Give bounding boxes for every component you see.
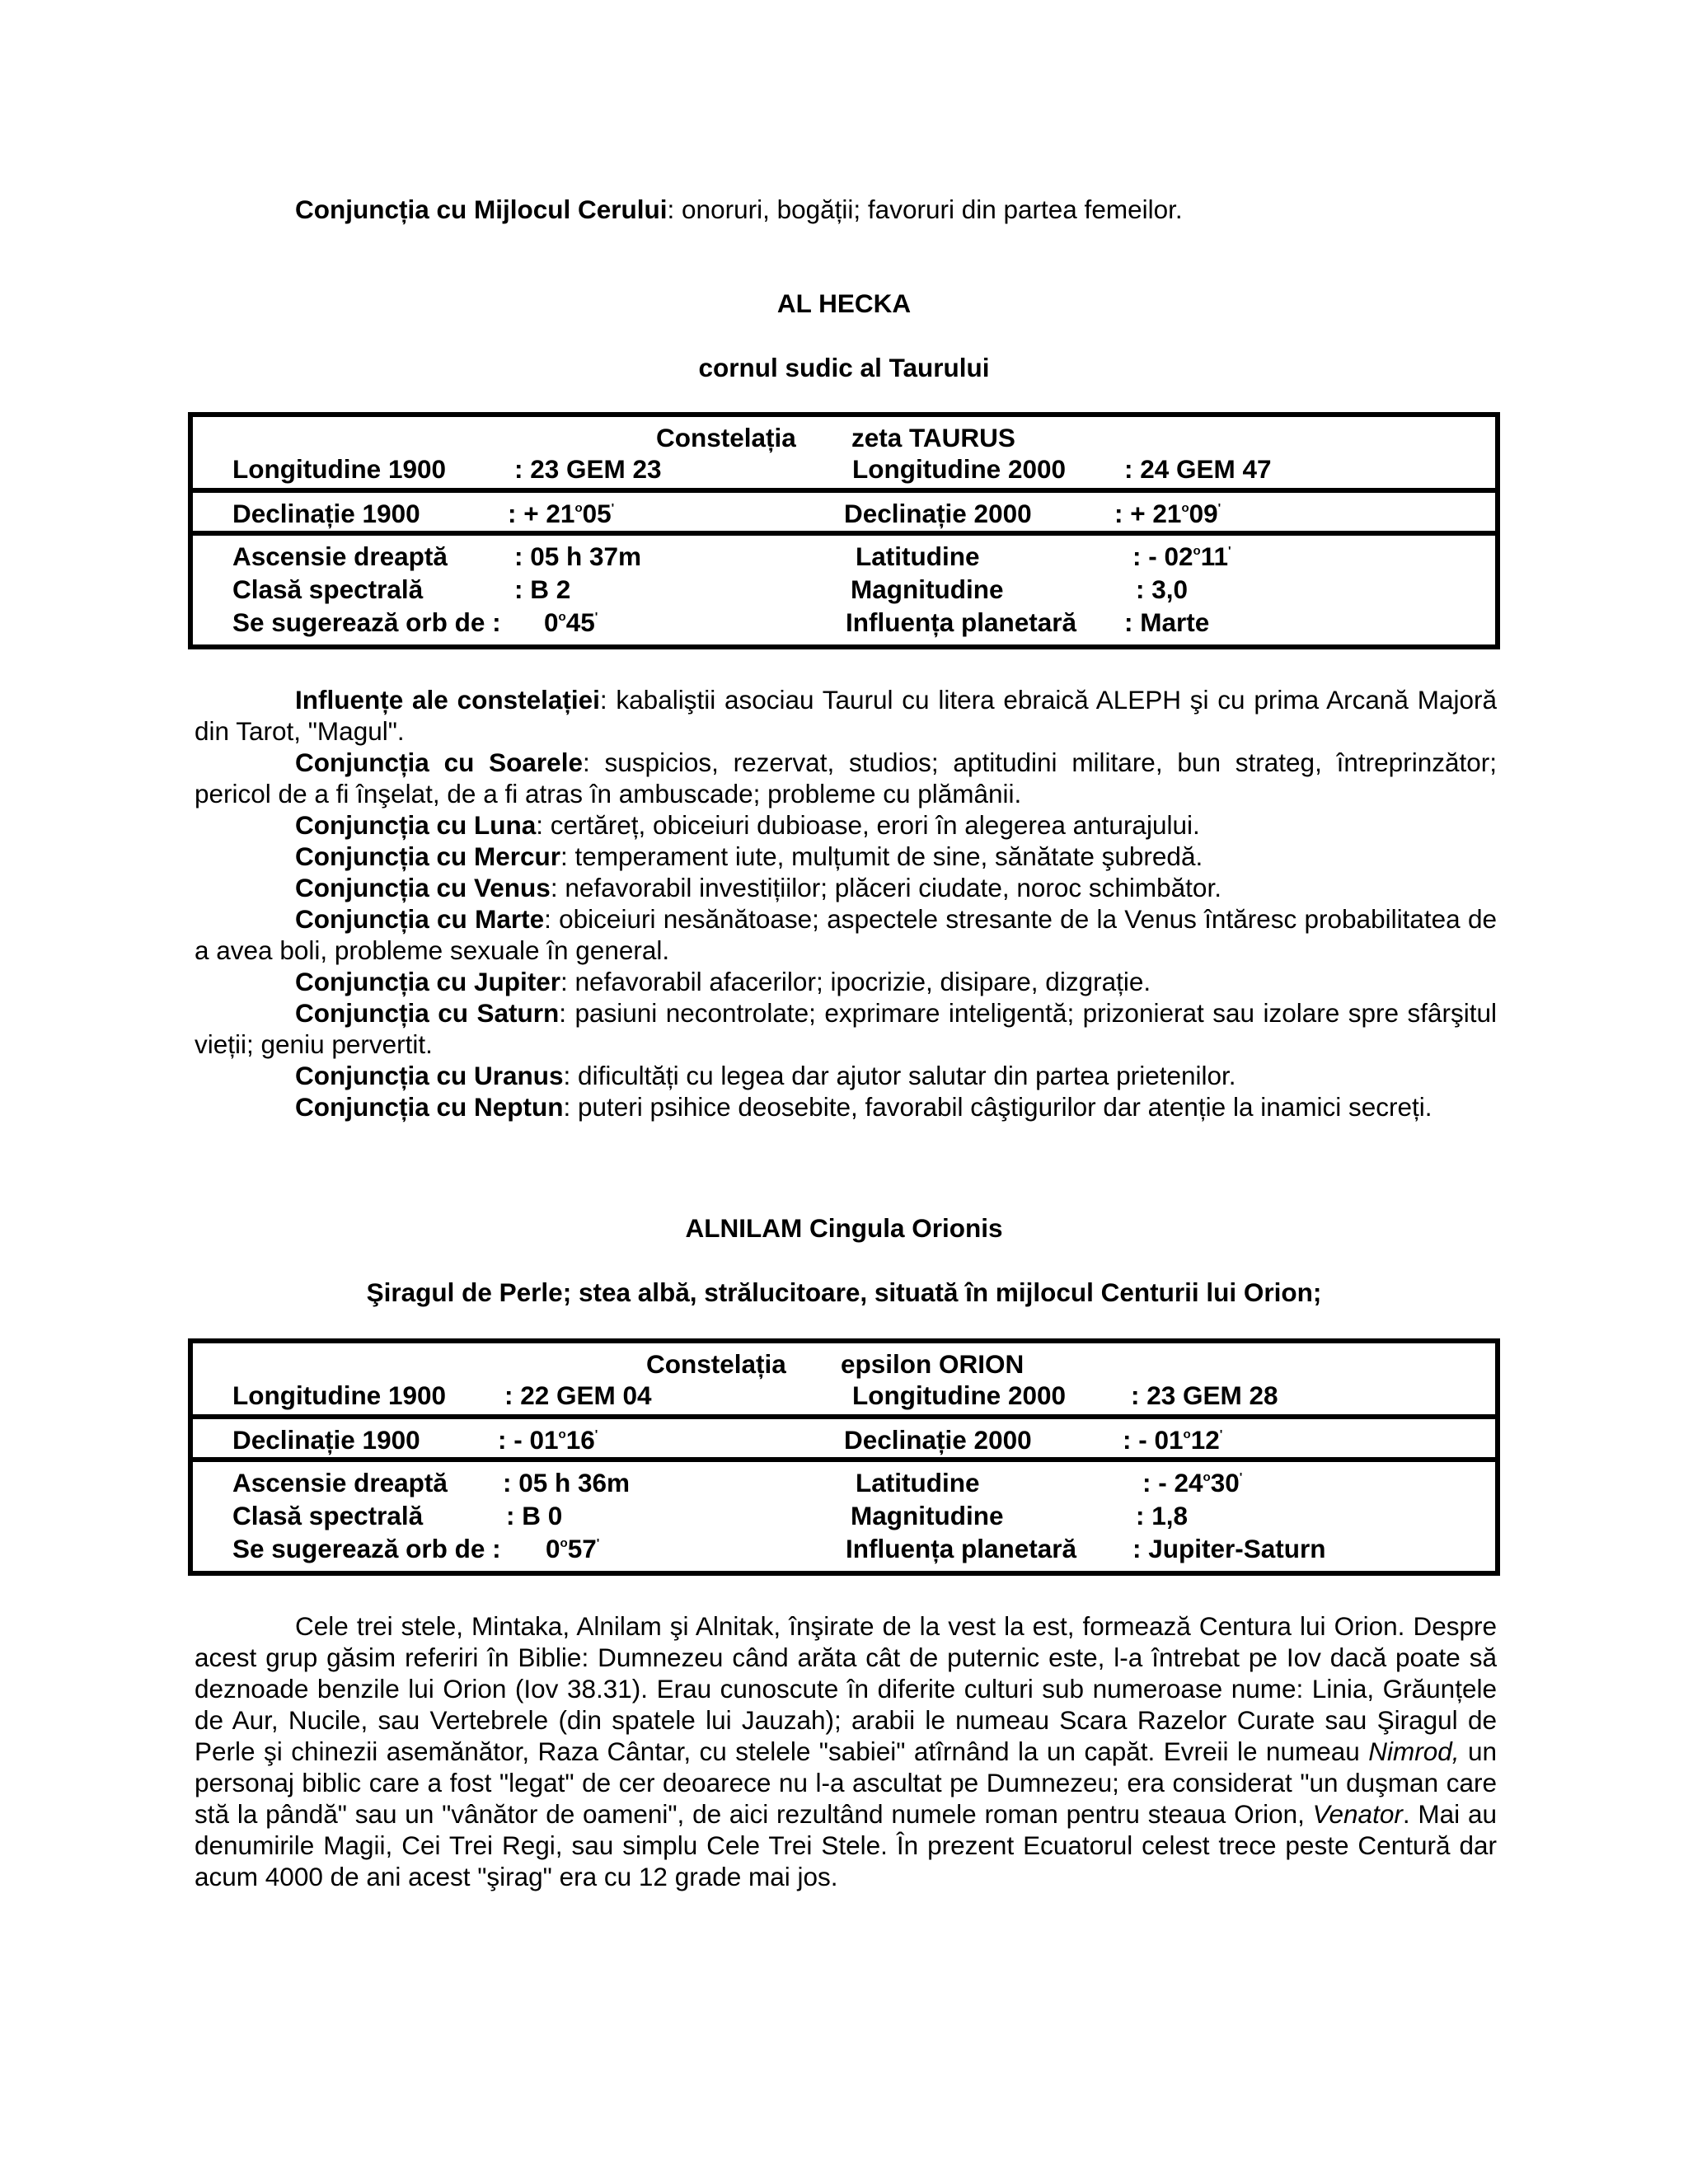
- ra-label: Ascensie dreaptă: [232, 541, 448, 571]
- star1-details-section: [193, 536, 1495, 644]
- minute-mark: ': [1228, 544, 1231, 558]
- intro-line: [295, 194, 1183, 225]
- dec1900-label: Declinație 1900: [232, 1425, 420, 1455]
- dec2000-degrees: : + 21: [1114, 499, 1182, 528]
- influence-paragraph: Conjuncția cu Luna: certăreț, obiceiuri dubioase, erori în alegerea anturajului.: [295, 810, 1200, 840]
- minute-mark: ': [1219, 1427, 1223, 1441]
- ra-value: : 05 h 37m: [514, 541, 642, 571]
- influence-paragraph: Conjuncția cu Neptun: puteri psihice deosebite, favorabil câştigurilor dar atenție la inamici secreți.: [295, 1092, 1432, 1122]
- influence-paragraph: Conjuncția cu Uranus: dificultăți cu legea dar ajutor salutar din partea prietenilor.: [295, 1061, 1236, 1090]
- lon2000-label: Longitudine 2000: [852, 454, 1067, 484]
- nimrod-italic: Nimrod,: [1368, 1736, 1460, 1766]
- lat-degrees: : - 24: [1142, 1468, 1203, 1497]
- influence-paragraph: Conjuncția cu Jupiter: nefavorabil afacerilor; ipocrizie, disipare, dizgrație.: [295, 967, 1151, 996]
- degree-mark: o: [558, 610, 566, 624]
- body-paragraph: Cele trei stele, Mintaka, Alnilam şi Alnitak, înşirate de la vest la est, formează Centura lui Orion. Despre acest grup găsim referiri în Biblie: Dumnezeu când arăta cât de puternic este, l-a întrebat pe Iov dacă poate să deznoade benzile lui Orion (Iov 38.31). Erau cunoscute în diferite culturi sub numeroase nume: Linia, Grăunțele de Aur, Nucile, sau Vertebrele (din spatele lui Jauzah); arabii le numeau Scara Razelor Curate sau Şiragul de Perle şi chinezii asemănător, Raza Cântar, cu stelele "sabiei" atîrnând la un capăt. Evreii le numeau Nimrod, un personaj biblic care a fost "legat" de cer deoarece nu l-a ascultat pe Dumnezeu; era considerat "un duşman care stă la pândă" sau un "vânător de oameni", de aici rezultând numele roman pentru steaua Orion, Venator. Mai au denumirile Magii, Cei Trei Regi, sau simplu Cele Trei Stele. În prezent Ecuatorul celest trece peste Centură dar acum 4000 de ani acest "şirag" era cu 12 grade mai jos.: [195, 1611, 1497, 1891]
- spectral-label: Clasă spectrală: [232, 574, 424, 604]
- lat-minutes: 30: [1210, 1468, 1240, 1497]
- mag-value: : 1,8: [1136, 1501, 1189, 1530]
- planet-label: Influența planetară: [846, 607, 1077, 637]
- star2-subtitle: Şiragul de Perle; stea albă, strălucitoare, situată în mijlocul Centurii lui Orion;: [366, 1277, 1322, 1307]
- lon2000-label: Longitudine 2000: [852, 1380, 1067, 1410]
- minute-mark: ': [1239, 1470, 1243, 1484]
- spectral-value: : B 2: [514, 574, 571, 604]
- star1-declination-section: [193, 493, 1495, 536]
- dec2000-label: Declinație 2000: [844, 1425, 1032, 1455]
- dec2000-value: [1123, 1424, 1222, 1455]
- lon1900-label: Longitudine 1900: [232, 454, 447, 484]
- degree-mark: o: [558, 1427, 566, 1441]
- degree-mark: o: [1193, 544, 1201, 558]
- dec1900-value: [498, 1424, 598, 1455]
- lat-label: Latitudine: [856, 1468, 980, 1497]
- planet-label: Influența planetară: [846, 1534, 1077, 1563]
- dec2000-minutes: 12: [1190, 1425, 1220, 1455]
- lat-degrees: : - 02: [1132, 541, 1193, 571]
- lat-value: [1132, 541, 1231, 572]
- constellation-value: zeta TAURUS: [851, 423, 1015, 452]
- ra-label: Ascensie dreaptă: [232, 1468, 448, 1497]
- minute-mark: ': [1217, 501, 1221, 515]
- influence-paragraph: Conjuncția cu Venus: nefavorabil investițiilor; plăceri ciudate, noroc schimbător.: [295, 873, 1221, 902]
- lat-label: Latitudine: [856, 541, 980, 571]
- intro-label: Conjuncția cu Mijlocul Cerului: [295, 194, 668, 224]
- orb-minutes: 57: [567, 1534, 597, 1563]
- constellation-value: epsilon ORION: [841, 1349, 1025, 1379]
- influence-paragraph: Conjuncția cu Saturn: pasiuni necontrolate; exprimare inteligentă; prizonierat sau izolare spre sfârşitul vieții; geniu pervertit.: [195, 998, 1498, 1059]
- lat-value: [1142, 1467, 1242, 1498]
- planet-value: : Marte: [1124, 607, 1210, 637]
- lon1900-value: : 23 GEM 23: [514, 454, 662, 484]
- intro-text: : onoruri, bogății; favoruri din partea femeilor.: [667, 194, 1183, 224]
- star2-title: ALNILAM Cingula Orionis: [685, 1213, 1003, 1243]
- lat-minutes: 11: [1200, 541, 1229, 571]
- star2-details-section: [193, 1462, 1495, 1571]
- star2-data-table: [188, 1338, 1500, 1576]
- constellation-label: Constelația: [646, 1349, 786, 1379]
- star1-longitude-section: [193, 417, 1495, 493]
- star2-declination-section: [193, 1419, 1495, 1462]
- influence-paragraph: Conjuncția cu Marte: obiceiuri nesănătoase; aspectele stresante de la Venus întăresc probabilitatea de a avea boli, probleme sexuale în general.: [195, 904, 1497, 965]
- lon1900-label: Longitudine 1900: [232, 1380, 447, 1410]
- minute-mark: ': [594, 1427, 598, 1441]
- star1-influences: [195, 684, 1497, 1122]
- dec2000-degrees: : - 01: [1123, 1425, 1184, 1455]
- orb-label: Se sugerează orb de :: [232, 607, 501, 637]
- star2-longitude-section: [193, 1343, 1495, 1419]
- minute-mark: ': [611, 501, 615, 515]
- degree-mark: o: [574, 501, 583, 515]
- lon1900-value: : 22 GEM 04: [504, 1380, 652, 1410]
- dec1900-label: Declinație 1900: [232, 499, 420, 528]
- lon2000-value: : 24 GEM 47: [1124, 454, 1272, 484]
- orb-label: Se sugerează orb de :: [232, 1534, 501, 1563]
- spectral-label: Clasă spectrală: [232, 1501, 424, 1530]
- ra-value: : 05 h 36m: [503, 1468, 631, 1497]
- degree-mark: o: [1203, 1470, 1211, 1484]
- minute-mark: ': [596, 1536, 600, 1550]
- mag-label: Magnitudine: [851, 574, 1004, 604]
- dec1900-minutes: 05: [582, 499, 612, 528]
- star1-title: AL HECKA: [776, 288, 912, 318]
- degree-mark: o: [1183, 1427, 1191, 1441]
- degree-mark: o: [1181, 501, 1189, 515]
- influence-paragraph: Conjuncția cu Mercur: temperament iute, mulțumit de sine, sănătate şubredă.: [295, 841, 1203, 871]
- star2-body: [195, 1610, 1497, 1892]
- mag-label: Magnitudine: [851, 1501, 1004, 1530]
- degree-mark: o: [560, 1536, 568, 1550]
- dec2000-value: [1114, 498, 1221, 529]
- dec1900-degrees: : + 21: [508, 499, 575, 528]
- dec1900-degrees: : - 01: [498, 1425, 559, 1455]
- influence-paragraph: Influențe ale constelației: kabaliştii asociau Taurul cu litera ebraică ALEPH şi cu prima Arcană Majoră din Tarot, "Magul".: [195, 685, 1497, 746]
- orb-degrees: 0: [544, 607, 559, 637]
- spectral-value: : B 0: [506, 1501, 563, 1530]
- influence-paragraph: Conjuncția cu Soarele: suspicios, rezervat, studios; aptitudini militare, bun strateg, întreprinzător; pericol de a fi înşelat, de a fi atras în ambuscade; probleme cu plămânii.: [195, 748, 1497, 808]
- mag-value: : 3,0: [1136, 574, 1189, 604]
- orb-minutes: 45: [565, 607, 595, 637]
- star1-subtitle: cornul sudic al Taurului: [698, 353, 990, 382]
- dec1900-value: [508, 498, 614, 529]
- constellation-label: Constelația: [656, 423, 796, 452]
- dec2000-label: Declinație 2000: [844, 499, 1032, 528]
- dec2000-minutes: 09: [1189, 499, 1218, 528]
- star1-data-table: [188, 412, 1500, 649]
- dec1900-minutes: 16: [565, 1425, 595, 1455]
- lon2000-value: : 23 GEM 28: [1131, 1380, 1278, 1410]
- orb-value: [544, 607, 598, 638]
- minute-mark: ': [594, 610, 598, 624]
- orb-degrees: 0: [546, 1534, 560, 1563]
- planet-value: : Jupiter-Saturn: [1132, 1534, 1326, 1563]
- venator-italic: Venator: [1312, 1799, 1403, 1829]
- orb-value: [546, 1533, 599, 1564]
